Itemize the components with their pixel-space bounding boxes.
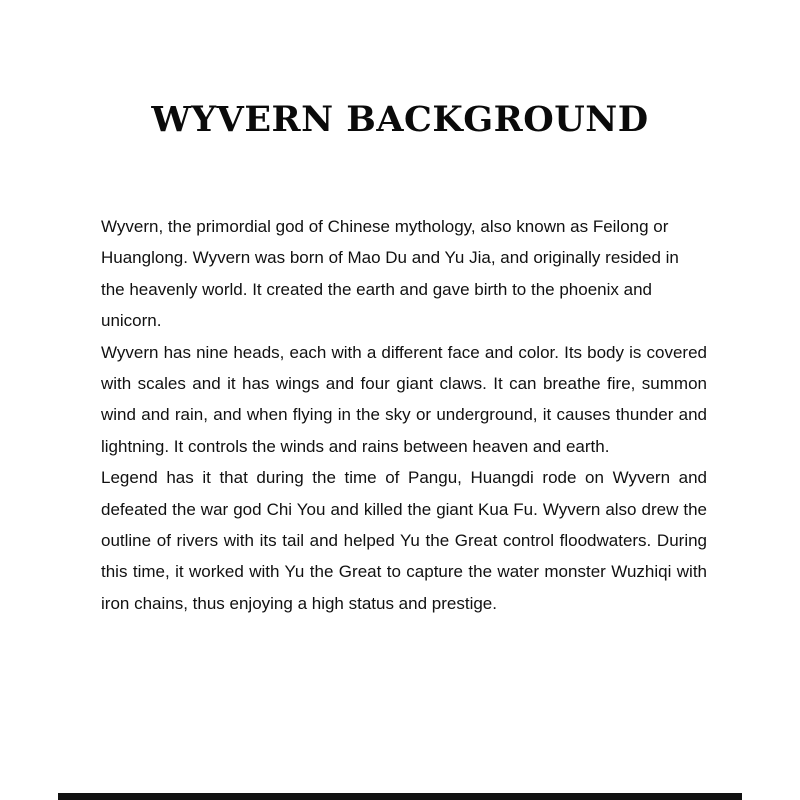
bottom-divider — [58, 793, 742, 800]
body-text — [101, 211, 707, 619]
paragraph-origin: Wyvern, the primordial god of Chinese mythology, also known as Feilong or Huanglong. Wyvern was born of Mao Du and Yu Jia, and originally resided in the heavenly world. It created the earth and gave birth to the phoenix and unicorn. — [101, 217, 679, 331]
paragraph-legend: Legend has it that during the time of Pangu, Huangdi rode on Wyvern and defeated the war god Chi You and killed the giant Kua Fu. Wyvern also drew the outline of rivers with its tail and helped Yu the Great control floodwaters. During this time, it worked with Yu the Great to capture the water monster Wuzhiqi with iron chains, thus enjoying a high status and prestige. — [101, 468, 707, 613]
paragraph-appearance: Wyvern has nine heads, each with a different face and color. Its body is covered with scales and it has wings and four giant claws. It can breathe fire, summon wind and rain, and when flying in the sky or underground, it causes thunder and lightning. It controls the winds and rains between heaven and earth. — [101, 342, 707, 456]
page-title: WYVERN BACKGROUND — [151, 99, 649, 140]
